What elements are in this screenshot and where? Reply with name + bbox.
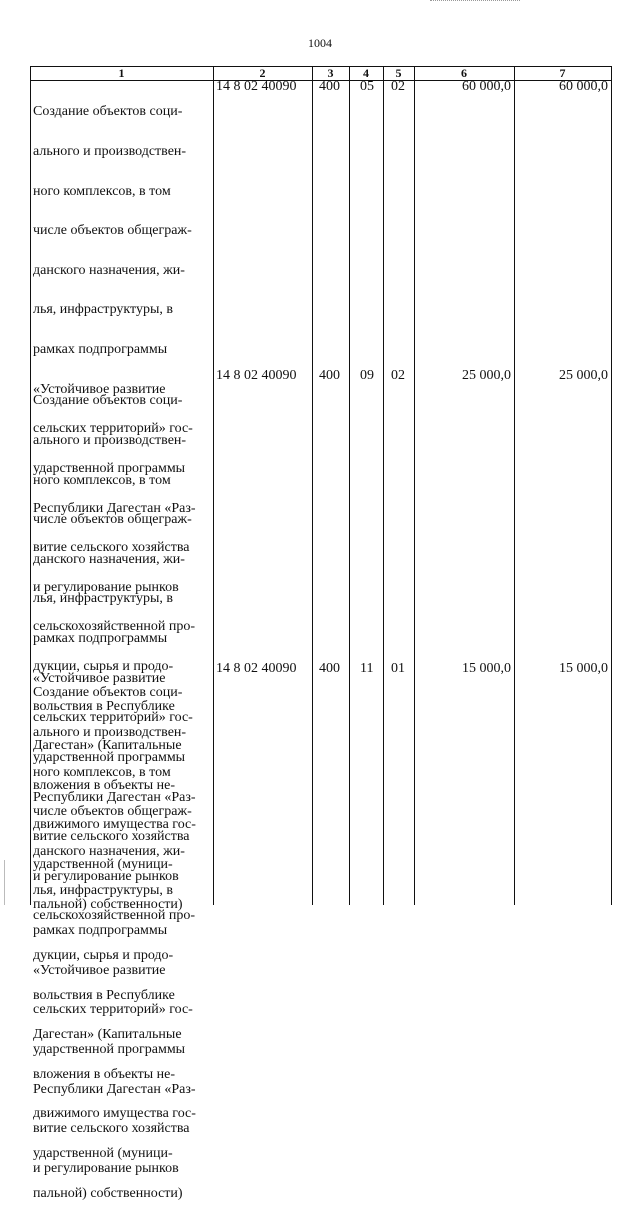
description-line: «Устойчивое развитие	[33, 962, 166, 978]
description-line: пальной) собственности)	[33, 1185, 183, 1201]
description-line: ального и производствен-	[33, 433, 187, 449]
description-line: и регулирование рынков	[33, 868, 179, 884]
scan-edge	[4, 860, 5, 905]
column-rule	[312, 66, 313, 905]
description-line: витие сельского хозяйства	[33, 1121, 190, 1137]
description-line: ударственной (муници-	[33, 1145, 173, 1161]
description-line: рамках подпрограммы	[33, 342, 168, 358]
header-col-3: 3	[327, 66, 334, 80]
description-line: «Устойчивое развитие	[33, 670, 166, 686]
amount-col-6: 25 000,0	[462, 368, 511, 383]
description-line: ударственной (муници-	[33, 856, 173, 872]
header-col-7: 7	[559, 66, 566, 80]
description-line: и регулирование рынков	[33, 579, 179, 595]
description-line: «Устойчивое развитие	[33, 381, 166, 397]
subsection-code: 01	[391, 661, 405, 676]
expense-type: 400	[319, 79, 340, 94]
description-line: Республики Дагестан «Раз-	[33, 1081, 196, 1097]
header-col-6: 6	[461, 66, 467, 80]
description-line: рамках подпрограммы	[33, 631, 168, 647]
scan-artifact	[430, 0, 520, 4]
description-line: рамках подпрограммы	[33, 923, 168, 939]
budget-code: 14 8 02 40090	[216, 79, 297, 94]
description-line: числе объектов общеграж-	[33, 512, 192, 528]
description-line: ального и производствен-	[33, 144, 187, 160]
description-line: сельскохозяйственной про-	[33, 619, 196, 635]
expense-type: 400	[319, 661, 340, 676]
description-line: ного комплексов, в том	[33, 764, 171, 780]
description-line: вложения в объекты не-	[33, 777, 176, 793]
column-rule	[383, 66, 384, 905]
description-line: и регулирование рынков	[33, 1160, 179, 1176]
description-line: числе объектов общеграж-	[33, 804, 192, 820]
description-line: данского назначения, жи-	[33, 262, 185, 278]
column-rule	[213, 66, 214, 905]
description-line: витие сельского хозяйства	[33, 829, 190, 845]
description-line: движимого имущества гос-	[33, 817, 196, 833]
budget-code: 14 8 02 40090	[216, 661, 297, 676]
description-line: сельских территорий» гос-	[33, 1002, 193, 1018]
description-line: сельскохозяйственной про-	[33, 908, 196, 924]
column-rule	[349, 66, 350, 905]
description-line: Дагестан» (Капитальные	[33, 1027, 182, 1043]
description-line: витие сельского хозяйства	[33, 540, 190, 556]
amount-col-7: 60 000,0	[559, 79, 608, 94]
column-rule	[30, 66, 31, 905]
description-line: числе объектов общеграж-	[33, 223, 192, 239]
description-line: вольствия в Республике	[33, 987, 175, 1003]
description-line: ального и производствен-	[33, 725, 187, 741]
page-number: 1004	[308, 36, 332, 50]
description-line: сельских территорий» гос-	[33, 421, 193, 437]
expense-type: 400	[319, 368, 340, 383]
section-code: 11	[360, 661, 374, 676]
row-description	[33, 660, 196, 1201]
description-line: лья, инфраструктуры, в	[33, 591, 173, 607]
description-line: дукции, сырья и продо-	[33, 658, 174, 674]
description-line: лья, инфраструктуры, в	[33, 883, 173, 899]
column-rule	[414, 66, 415, 905]
description-line: вложения в объекты не-	[33, 1066, 176, 1082]
description-line: ударственной программы	[33, 749, 186, 765]
description-line: сельских территорий» гос-	[33, 710, 193, 726]
description-line: Создание объектов соци-	[33, 104, 183, 120]
amount-col-6: 60 000,0	[462, 79, 511, 94]
description-line: данского назначения, жи-	[33, 843, 185, 859]
amount-col-7: 15 000,0	[559, 661, 608, 676]
header-col-1: 1	[118, 66, 125, 80]
header-col-2: 2	[259, 66, 266, 80]
subsection-code: 02	[391, 79, 405, 94]
description-line: вольствия в Республике	[33, 698, 175, 714]
amount-col-7: 25 000,0	[559, 368, 608, 383]
header-col-5: 5	[395, 66, 402, 80]
description-line: дукции, сырья и продо-	[33, 947, 174, 963]
header-col-4: 4	[363, 66, 369, 80]
section-code: 05	[360, 79, 374, 94]
column-rule	[514, 66, 515, 905]
description-line: лья, инфраструктуры, в	[33, 302, 173, 318]
description-line: Республики Дагестан «Раз-	[33, 500, 196, 516]
description-line: ударственной программы	[33, 460, 186, 476]
section-code: 09	[360, 368, 374, 383]
description-line: движимого имущества гос-	[33, 1106, 196, 1122]
subsection-code: 02	[391, 368, 405, 383]
description-line: ударственной программы	[33, 1041, 186, 1057]
description-line: данского назначения, жи-	[33, 551, 185, 567]
description-line: Создание объектов соци-	[33, 393, 183, 409]
description-line: ного комплексов, в том	[33, 472, 171, 488]
description-line: Создание объектов соци-	[33, 685, 183, 701]
amount-col-6: 15 000,0	[462, 661, 511, 676]
description-line: ного комплексов, в том	[33, 183, 171, 199]
budget-code: 14 8 02 40090	[216, 368, 297, 383]
description-line: Дагестан» (Капитальные	[33, 738, 182, 754]
description-line: Республики Дагестан «Раз-	[33, 789, 196, 805]
column-rule	[611, 66, 612, 905]
description-line: пальной) собственности)	[33, 896, 183, 912]
